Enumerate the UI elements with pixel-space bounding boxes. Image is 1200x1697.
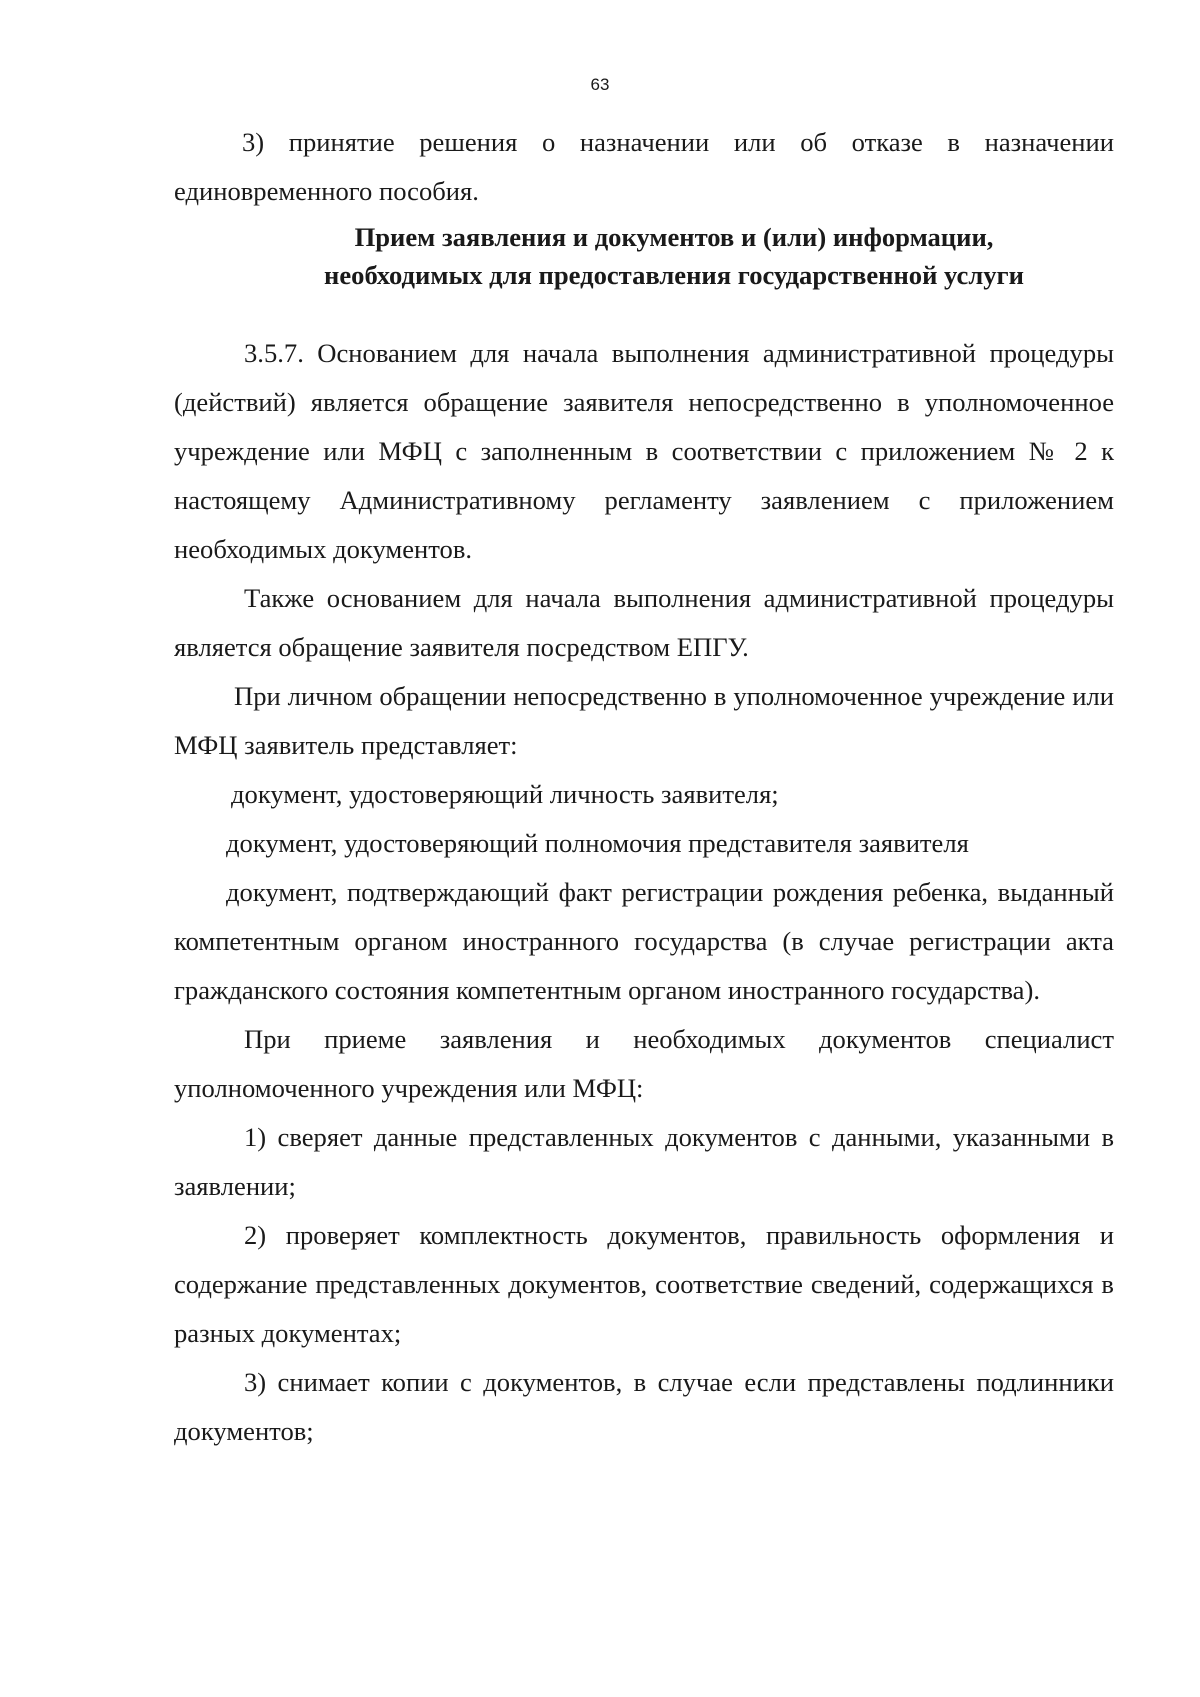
section-heading-line-1: Прием заявления и документов и (или) информации, (354, 222, 994, 252)
page-number: 63 (590, 75, 610, 94)
section-heading-line-2: необходимых для предоставления государственной услуги (324, 260, 1024, 290)
list-item-verify-data: 1) сверяет данные представленных документов с данными, указанными в заявлении; (174, 1122, 1114, 1201)
list-item-make-copies: 3) снимает копии с документов, в случае если представлены подлинники документов; (174, 1367, 1114, 1446)
document-body (174, 118, 1114, 1456)
paragraph-epgu: Также основанием для начала выполнения административной процедуры является обращение заявителя посредством ЕПГУ. (174, 583, 1114, 662)
list-item-identity-document: документ, удостоверяющий личность заявителя; (231, 779, 779, 809)
list-item-check-completeness: 2) проверяет комплектность документов, правильность оформления и содержание представленных документов, соответствие сведений, содержащихся в разных документах; (174, 1220, 1114, 1348)
list-item-representative-authority: документ, удостоверяющий полномочия представителя заявителя (226, 828, 969, 858)
paragraph-personal-visit: При личном обращении непосредственно в уполномоченное учреждение или МФЦ заявитель представляет: (174, 681, 1114, 760)
list-item-birth-registration: документ, подтверждающий факт регистрации рождения ребенка, выданный компетентным органом иностранного государства (в случае регистрации акта гражданского состояния компетентным органом иностранного государства). (174, 877, 1114, 1005)
paragraph-3-5-7: 3.5.7. Основанием для начала выполнения административной процедуры (действий) является обращение заявителя непосредственно в уполномоченное учреждение или МФЦ с заполненным в соответствии с приложением № 2 к настоящему Административному регламенту заявлением с приложением необходимых документов. (174, 338, 1114, 564)
section-heading (174, 218, 1114, 294)
paragraph-specialist-actions: При приеме заявления и необходимых документов специалист уполномоченного учреждения или МФЦ: (174, 1024, 1114, 1103)
paragraph-decision: 3) принятие решения о назначении или об отказе в назначении единовременного пособия. (174, 127, 1114, 206)
